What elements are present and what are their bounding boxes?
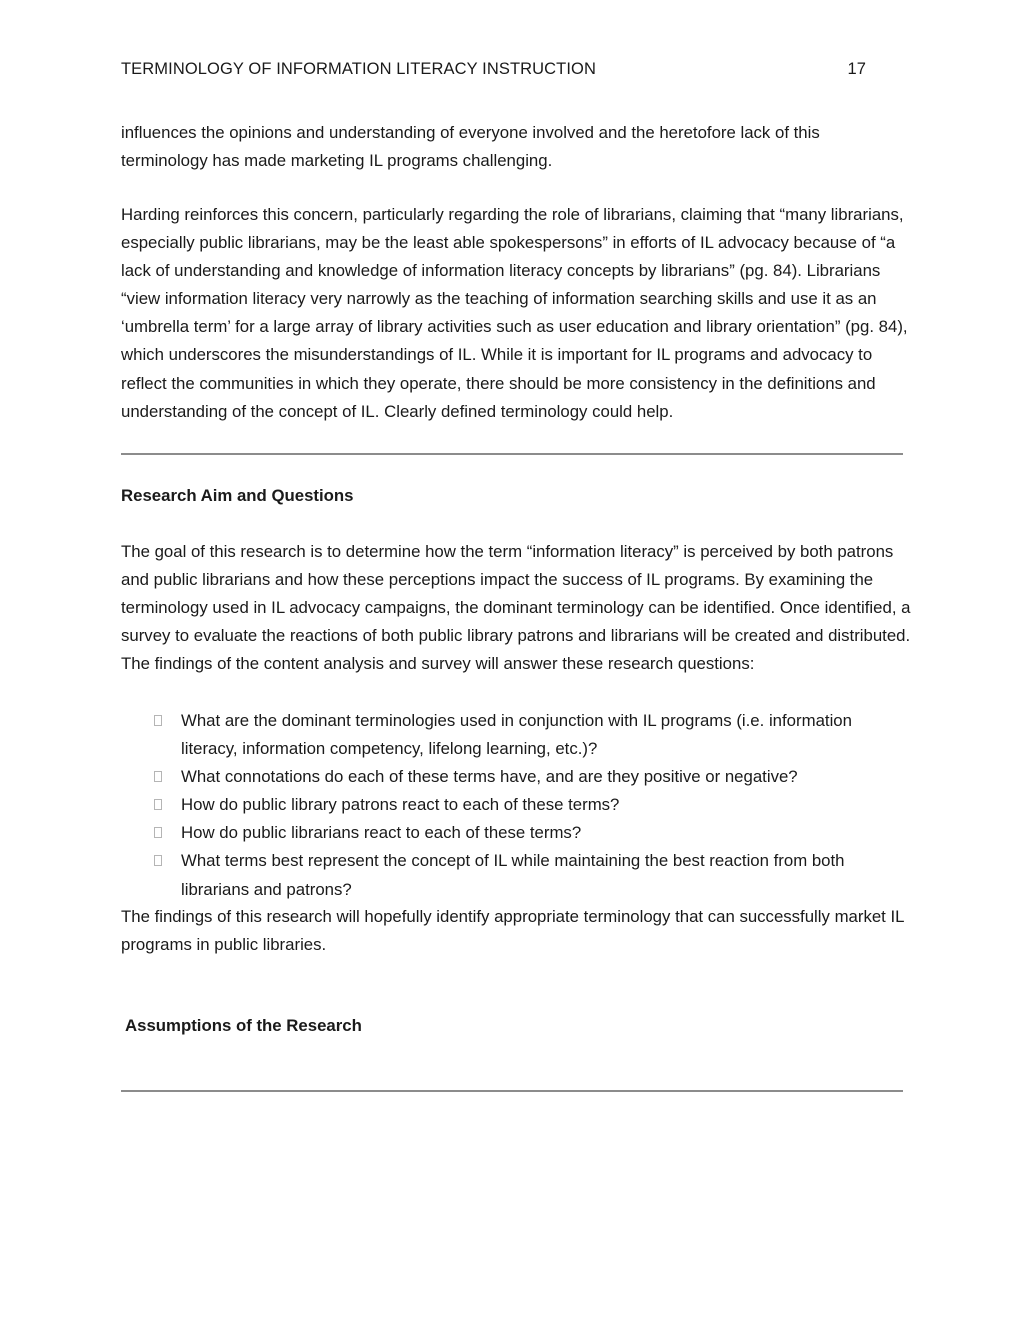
research-questions-list (121, 707, 911, 904)
horizontal-rule (121, 453, 903, 455)
question-text: What terms best represent the concept of IL while maintaining the best reaction from both librarians and patrons? (181, 851, 845, 899)
bullet-box-icon (154, 715, 162, 726)
question-text: What connotations do each of these terms have, and are they positive or negative? (181, 767, 798, 787)
paragraph-findings: The findings of this research will hopefully identify appropriate terminology that can successfully market IL programs in public libraries. (121, 907, 904, 955)
page-number: 17 (847, 60, 866, 78)
section-heading-research-aim: Research Aim and Questions (121, 486, 354, 505)
paragraph-continuation: influences the opinions and understanding of everyone involved and the heretofore lack of this terminology has made marketing IL programs challenging. (121, 123, 820, 171)
list-item (121, 791, 911, 819)
list-item (121, 763, 911, 791)
question-text: What are the dominant terminologies used in conjunction with IL programs (i.e. information literacy, information competency, lifelong learning, etc.)? (181, 711, 852, 759)
horizontal-rule (121, 1090, 903, 1092)
bullet-box-icon (154, 827, 162, 838)
section-heading-assumptions: Assumptions of the Research (125, 1016, 362, 1035)
list-item (121, 819, 911, 847)
running-title: TERMINOLOGY OF INFORMATION LITERACY INSTRUCTION (121, 60, 596, 78)
list-item (121, 847, 911, 903)
question-text: How do public librarians react to each of these terms? (181, 823, 582, 843)
paragraph-research-goal: The goal of this research is to determine how the term “information literacy” is perceived by both patrons and public librarians and how these perceptions impact the success of IL programs. By examining the terminology used in IL advocacy campaigns, the dominant terminology can be identified. Once identified, a survey to evaluate the reactions of both public library patrons and librarians will be created and distributed. The findings of the content analysis and survey will answer these research questions: (121, 542, 911, 674)
question-text: How do public library patrons react to each of these terms? (181, 795, 620, 815)
bullet-box-icon (154, 799, 162, 810)
list-item (121, 707, 911, 763)
bullet-box-icon (154, 771, 162, 782)
paragraph-harding: Harding reinforces this concern, particularly regarding the role of librarians, claiming that “many librarians, especially public librarians, may be the least able spokespersons” in efforts of IL advocacy because of “a lack of understanding and knowledge of information literacy concepts by librarians” (pg. 84). Librarians “view information literacy very narrowly as the teaching of information searching skills and use it as an ‘umbrella term’ for a large array of library activities such as user education and library orientation” (pg. 84), which underscores the misunderstandings of IL. While it is important for IL programs and advocacy to reflect the communities in which they operate, there should be more consistency in the definitions and understanding of the concept of IL. Clearly defined terminology could help. (121, 205, 908, 421)
bullet-box-icon (154, 855, 162, 866)
